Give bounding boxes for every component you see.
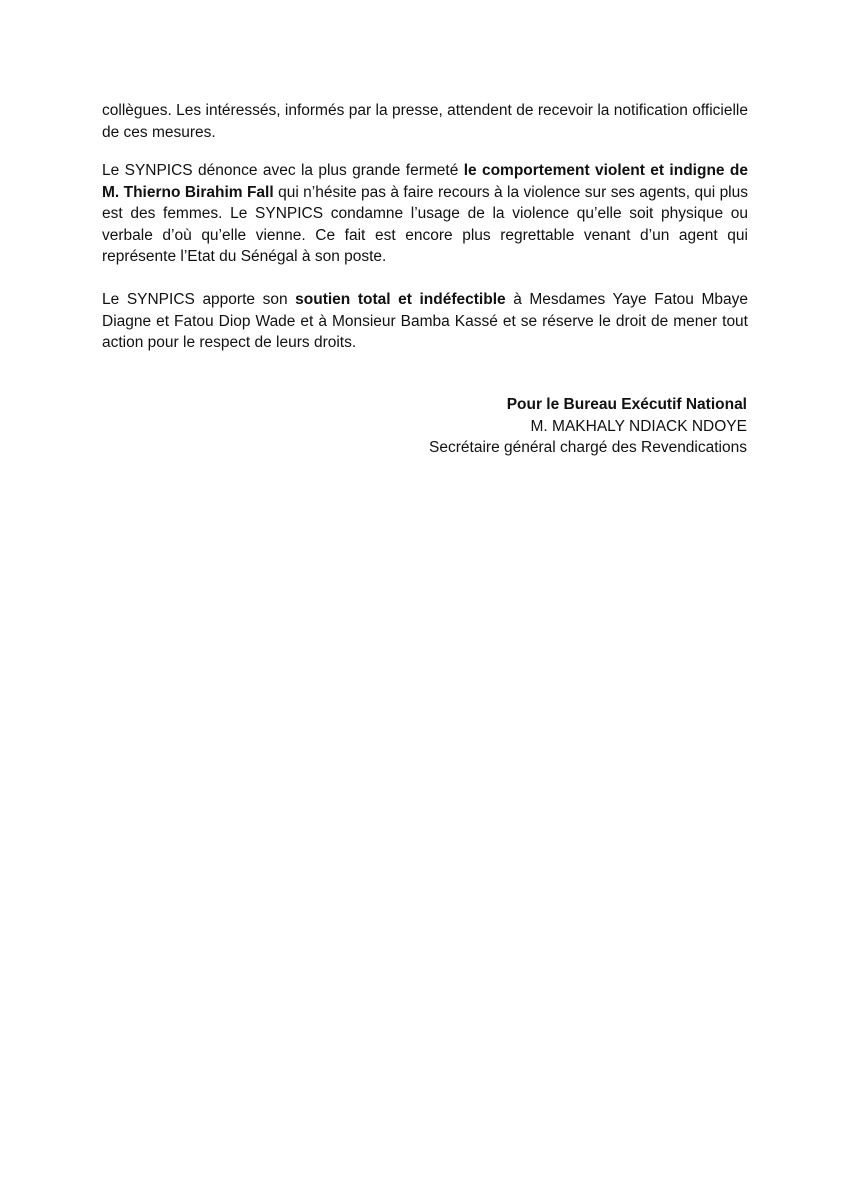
signature-title: Secrétaire général chargé des Revendications [429, 439, 747, 456]
paragraph-3-bold: soutien total et indéfectible [295, 291, 506, 308]
signature-organization: Pour le Bureau Exécutif National [506, 396, 747, 413]
paragraph-1-text: collègues. Les intéressés, informés par la presse, attendent de recevoir la notification officielle de ces mesures. [102, 102, 748, 141]
paragraph-2-part-2: qui n’hésite pas à faire recours à la violence sur ses agents, qui plus est des femmes. Le SYNPICS condamne l’usage de la violence qu’elle soit physique ou verbale d’où qu’elle vienne. Ce fait est encore plus regrettable venant d’un agent qui représente l’Etat du Sénégal à son poste. [102, 183, 748, 265]
signature-name: M. MAKHALY NDIACK NDOYE [530, 417, 747, 435]
paragraph-3-part-2: à Mesdames Yaye Fatou Mbaye Diagne et Fatou Diop Wade et à Monsieur Bamba Kassé et se réserve le droit de mener tout action pour le respect de leurs droits. [102, 291, 748, 351]
paragraph-3-part-1: Le SYNPICS apporte son [102, 291, 296, 308]
signature-block [247, 394, 747, 459]
paragraph-2-part-1: Le SYNPICS dénonce avec la plus grande fermeté [102, 162, 464, 179]
paragraph-1 [102, 100, 748, 143]
paragraph-2-bold: le comportement violent et indigne de M. Thierno Birahim Fall [102, 162, 748, 201]
paragraph-2 [102, 160, 748, 268]
paragraph-3 [102, 289, 748, 354]
